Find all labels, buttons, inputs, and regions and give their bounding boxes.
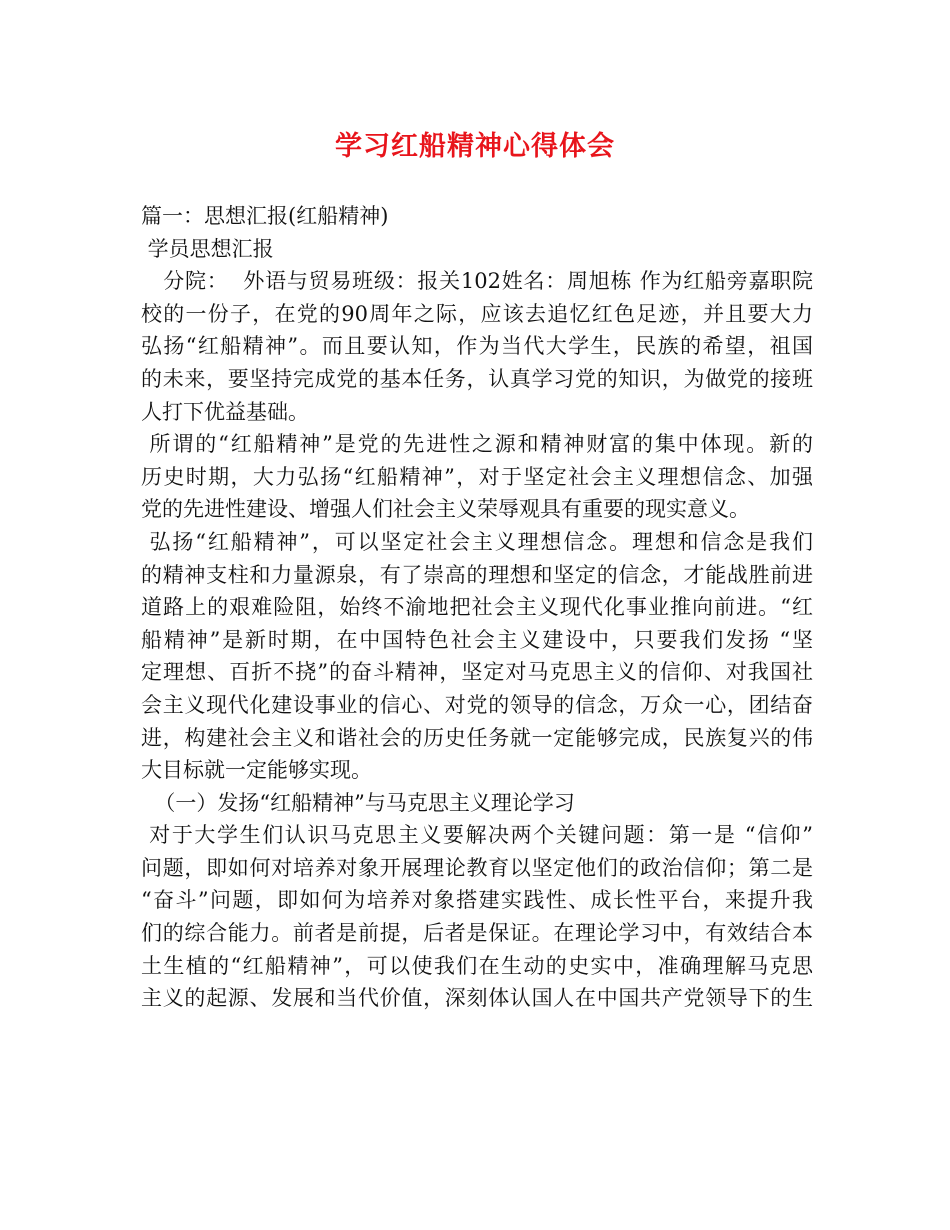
text-line: 所谓的“红船精神”是党的先进性之源和精神财富的集中体现。新的 bbox=[141, 432, 813, 457]
text-line: 主义的起源、发展和当代价值，深刻体认国人在中国共产党领导下的生 bbox=[141, 986, 813, 1011]
text-line: 道路上的艰难险阻，始终不渝地把社会主义现代化事业推向前进。“红 bbox=[141, 595, 813, 620]
text-line: 弘扬“红船精神”。而且要认知，作为当代大学生，民族的希望，祖国 bbox=[141, 334, 813, 359]
text-line: 定理想、百折不挠”的奋斗精神，坚定对马克思主义的信仰、对我国社 bbox=[141, 660, 813, 685]
text-line: 会主义现代化建设事业的信心、对党的领导的信念，万众一心，团结奋 bbox=[141, 692, 813, 717]
text-line: 的精神支柱和力量源泉，有了崇高的理想和坚定的信念，才能战胜前进 bbox=[141, 562, 813, 587]
text-line: “奋斗”问题，即如何为培养对象搭建实践性、成长性平台，来提升我 bbox=[141, 888, 813, 913]
text-line: 船精神”是新时期，在中国特色社会主义建设中，只要我们发扬 “坚 bbox=[141, 627, 813, 652]
text-line: 弘扬“红船精神”，可以坚定社会主义理想信念。理想和信念是我们 bbox=[141, 529, 813, 554]
document-body bbox=[141, 200, 813, 1015]
text-line: 大目标就一定能够实现。 bbox=[141, 758, 372, 783]
text-line-subheading: 学员思想汇报 bbox=[141, 236, 274, 261]
text-line: 们的综合能力。前者是前提，后者是保证。在理论学习中，有效结合本 bbox=[141, 921, 813, 946]
text-line: 问题，即如何对培养对象开展理论教育以坚定他们的政治信仰；第二是 bbox=[141, 855, 813, 880]
text-line: 对于大学生们认识马克思主义要解决两个关键问题：第一是 “信仰” bbox=[141, 823, 813, 848]
section-heading: （一）发扬“红船精神”与马克思主义理论学习 bbox=[141, 790, 575, 815]
text-line: 土生植的“红船精神”，可以使我们在生动的史实中，准确理解马克思 bbox=[141, 953, 813, 978]
text-line: 人打下优益基础。 bbox=[141, 399, 309, 424]
text-line-heading: 篇一：思想汇报(红船精神) bbox=[141, 204, 389, 228]
text-line: 分院： 外语与贸易班级：报关102姓名：周旭栋 作为红船旁嘉职院 bbox=[141, 269, 813, 294]
text-line: 校的一份子，在党的90周年之际，应该去追忆红色足迹，并且要大力 bbox=[141, 301, 813, 326]
text-line: 进，构建社会主义和谐社会的历史任务就一定能够完成，民族复兴的伟 bbox=[141, 725, 813, 750]
document-title: 学习红船精神心得体会 bbox=[335, 131, 615, 162]
text-line: 历史时期，大力弘扬“红船精神”，对于坚定社会主义理想信念、加强 bbox=[141, 464, 813, 489]
text-line: 党的先进性建设、增强人们社会主义荣辱观具有重要的现实意义。 bbox=[141, 497, 750, 522]
text-line: 的未来，要坚持完成党的基本任务，认真学习党的知识，为做党的接班 bbox=[141, 366, 813, 391]
